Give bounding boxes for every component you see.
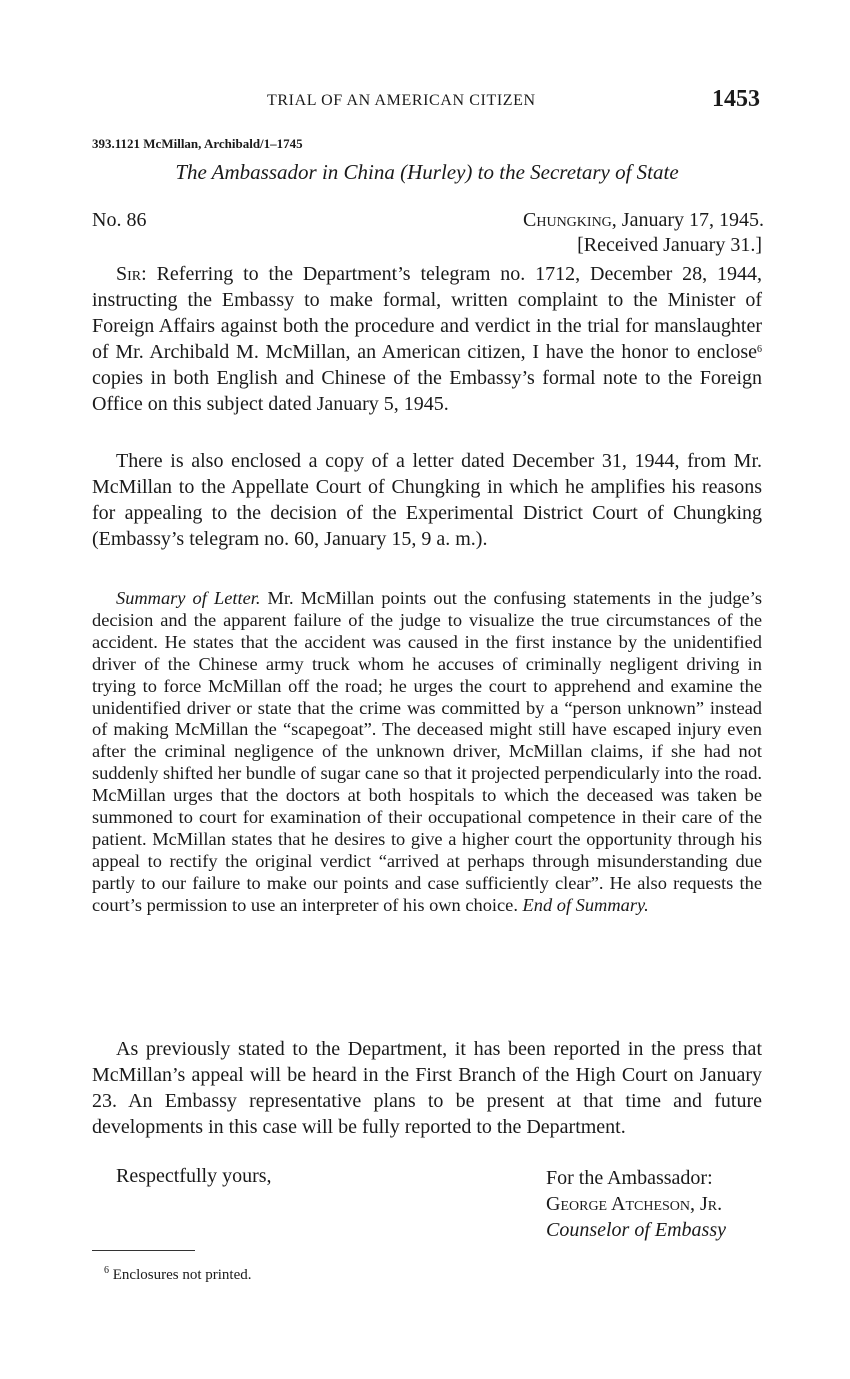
summary-heading: Summary of Letter. xyxy=(116,588,261,608)
salutation: Sir xyxy=(116,263,142,285)
body-paragraph-3 xyxy=(92,1036,762,1140)
summary-text: Mr. McMillan points out the confusing statements in the judge’s decision and the apparent failure of the judge to visualize the true circumstances of the accident. He states that the accident was caused in the first instance by the unidentified driver of the Chinese army truck whom he accuses of criminally negligent driving in trying to force McMillan off the road; he urges the court to apprehend and examine the unidentified driver or state that the crime was committed by a “person unknown” instead of making McMillan the “scapegoat”. The deceased might still have escaped injury even after the criminal negligence of the unknown driver, McMillan claims, if she had not suddenly shifted her bundle of sugar cane so that it projected perpendicularly into the road. McMillan urges that the doctors at both hospitals to which the deceased was taken be summoned to court for examination of their occupational competence in their care of the patient. McMillan states that he desires to give a higher court the opportunity through his appeal to rectify the original verdict “arrived at perhaps through misunderstanding due partly to our failure to make our points and case sufficiently clear”. He also requests the court’s permission to use an interpreter of his own choice. xyxy=(92,588,762,915)
document-number: No. 86 xyxy=(92,209,147,231)
signature-line: For the Ambassador: xyxy=(546,1167,713,1189)
page-number: 1453 xyxy=(712,86,760,112)
dateline-place: Chungking xyxy=(523,209,612,231)
footnote-mark: 6 xyxy=(104,1265,109,1276)
signature-block xyxy=(546,1165,726,1243)
file-reference: 393.1121 McMillan, Archibald/1–1745 xyxy=(92,136,303,151)
dateline xyxy=(523,209,764,232)
body-paragraph-2 xyxy=(92,448,762,552)
footnote-reference: 6 xyxy=(757,344,762,355)
paragraph-2-text: There is also enclosed a copy of a letter dated December 31, 1944, from Mr. McMillan to the Appellate Court of Chungking in which he amplifies his reasons for appealing to the decision of the Experimental District Court of Chungking (Embassy’s telegram no. 60, January 15, 9 a. m.). xyxy=(92,450,762,550)
summary-end: End of Summary. xyxy=(522,894,649,915)
footnote xyxy=(104,1267,251,1284)
running-title: TRIAL OF AN AMERICAN CITIZEN xyxy=(267,92,536,109)
signatory-title: Counselor of Embassy xyxy=(546,1219,726,1241)
summary-of-letter xyxy=(92,588,762,917)
footnote-text: Enclosures not printed. xyxy=(112,1267,252,1283)
paragraph-1-text-b: copies in both English and Chinese of the Embassy’s formal note to the Foreign Office on this subject dated January 5, 1945. xyxy=(92,367,762,415)
closing: Respectfully yours, xyxy=(116,1165,272,1187)
dateline-date: , January 17, 1945. xyxy=(611,209,764,231)
document-title: The Ambassador in China (Hurley) to the Secretary of State xyxy=(175,160,679,184)
footnote-divider xyxy=(92,1250,195,1251)
paragraph-1-text-a: : Referring to the Department’s telegram no. 1712, December 28, 1944, instructing the Embassy to make formal, written complaint to the Minister of Foreign Affairs against both the procedure and verdict in the trial for manslaughter of Mr. Archibald M. McMillan, an American citizen, I have the honor to enclose xyxy=(92,263,762,363)
received-date: [Received January 31.] xyxy=(577,234,762,256)
signatory-name: George Atcheson, Jr. xyxy=(546,1193,723,1215)
paragraph-3-text: As previously stated to the Department, it has been reported in the press that McMillan’s appeal will be heard in the First Branch of the High Court on January 23. An Embassy representative plans to be present at that time and future developments in this case will be fully reported to the Department. xyxy=(92,1038,762,1138)
body-paragraph-1 xyxy=(92,261,762,417)
